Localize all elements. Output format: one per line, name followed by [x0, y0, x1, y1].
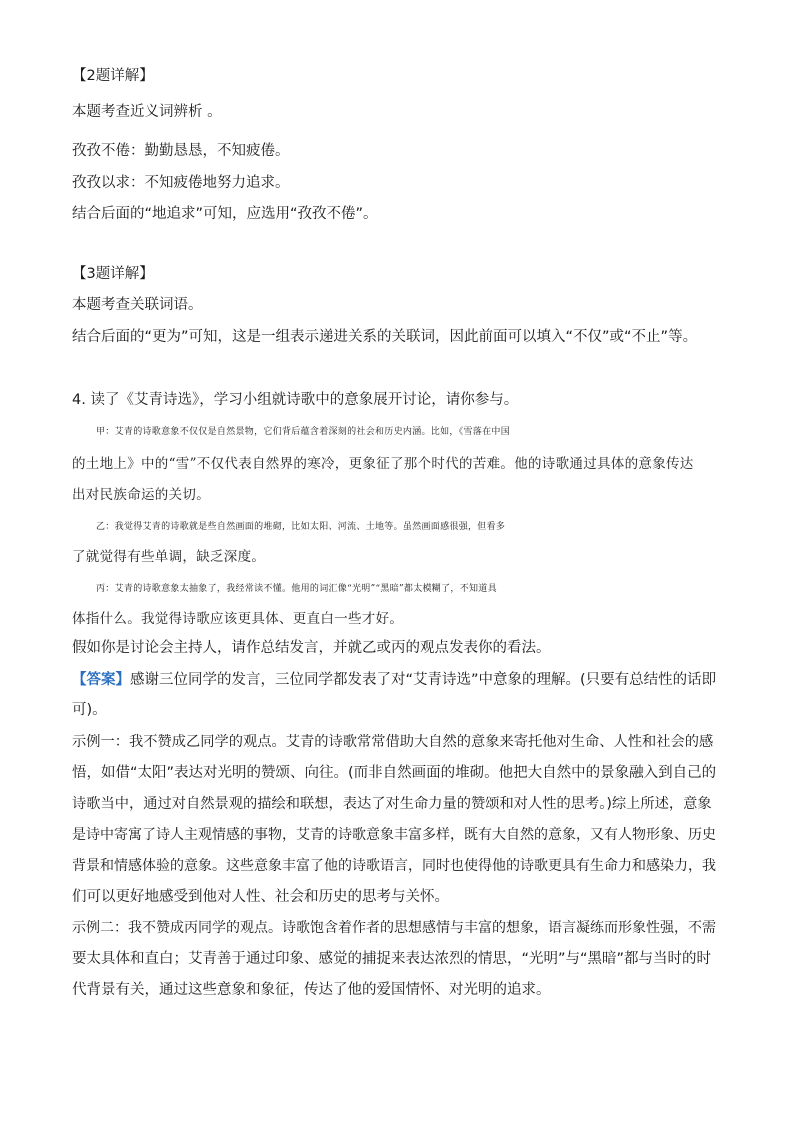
quote-line: 的土地上》中的“雪”不仅代表自然界的寒冷，更象征了那个时代的苦难。他的诗歌通过具体的意象传达: [72, 456, 694, 472]
q3-heading: 【3题详解】: [72, 266, 154, 282]
answer-line: 背景和情感体验的意象。这些意象丰富了他的诗歌语言，同时也使得他的诗歌更具有生命力和感染力，我: [72, 858, 716, 874]
answer-tag: 【答案】: [72, 672, 130, 688]
quote-line: 丙：艾青的诗歌意象太抽象了，我经常读不懂。他用的词汇像“光明”“黑暗”都太模糊了，不知道具: [96, 584, 497, 594]
q4-prompt: 4. 读了《艾青诗选》，学习小组就诗歌中的意象展开讨论，请你参与。: [72, 392, 519, 408]
answer-line: 可)。: [72, 702, 107, 718]
answer-line: 是诗中寄寓了诗人主观情感的事物，艾青的诗歌意象丰富多样，既有大自然的意象，又有人物形象、历史: [72, 827, 716, 843]
q2-line: 结合后面的“地追求”可知，应选用“孜孜不倦”。: [72, 206, 378, 222]
answer-line: 要太具体和直白；艾青善于通过印象、感觉的捕捉来表达浓烈的情思，“光明”与“黑暗”都与当时的时: [72, 951, 712, 967]
answer-line: 悟，如借“太阳”表达对光明的赞颂、向往。(而非自然画面的堆砌。他把大自然中的景象融入到自己的: [72, 765, 717, 781]
q2-line: 本题考查近义词辨析 。: [72, 104, 222, 120]
answer-line: 示例二：我不赞成丙同学的观点。诗歌饱含着作者的思想感情与丰富的想象，语言凝练而形象性强，不需: [72, 920, 716, 936]
q2-line: 孜孜不倦：勤勤恳恳，不知疲倦。: [72, 143, 290, 159]
q3-line: 结合后面的“更为”可知，这是一组表示递进关系的关联词，因此前面可以填入“不仅”或“不止”等。: [72, 329, 698, 345]
quote-line: 体指什么。我觉得诗歌应该更具体、更直白一些才好。: [72, 611, 404, 627]
q4-task: 假如你是讨论会主持人，请作总结发言，并就乙或丙的观点发表你的看法。: [72, 640, 551, 656]
q3-line: 本题考查关联词语。: [72, 297, 203, 313]
answer-line: [72, 670, 722, 690]
quote-line: 出对民族命运的关切。: [72, 487, 210, 503]
quote-line: 甲：艾青的诗歌意象不仅仅是自然景物，它们背后蕴含着深刻的社会和历史内涵。比如，《雪落在中国: [96, 427, 511, 437]
quote-line: 了就觉得有些单调，缺乏深度。: [72, 549, 266, 565]
answer-line: 示例一：我不赞成乙同学的观点。艾青的诗歌常常借助大自然的意象来寄托他对生命、人性和社会的感: [72, 734, 714, 750]
answer-text: 感谢三位同学的发言，三位同学都发表了对“艾青诗选”中意象的理解。(只要有总结性的话即: [130, 672, 717, 688]
answer-line: 代背景有关，通过这些意象和象征，传达了他的爱国情怀、对光明的追求。: [72, 982, 551, 998]
quote-line: 乙：我觉得艾青的诗歌就是些自然画面的堆砌，比如太阳、河流、土地等。虽然画面感很强，但看多: [96, 522, 506, 532]
answer-line: 诗歌当中，通过对自然景观的描绘和联想，表达了对生命力量的赞颂和对人性的思考。)综上所述，意象: [72, 796, 712, 812]
q2-line: 孜孜以求：不知疲倦地努力追求。: [72, 175, 290, 191]
answer-line: 们可以更好地感受到他对人性、社会和历史的思考与关怀。: [72, 889, 449, 905]
q2-heading: 【2题详解】: [72, 68, 154, 84]
